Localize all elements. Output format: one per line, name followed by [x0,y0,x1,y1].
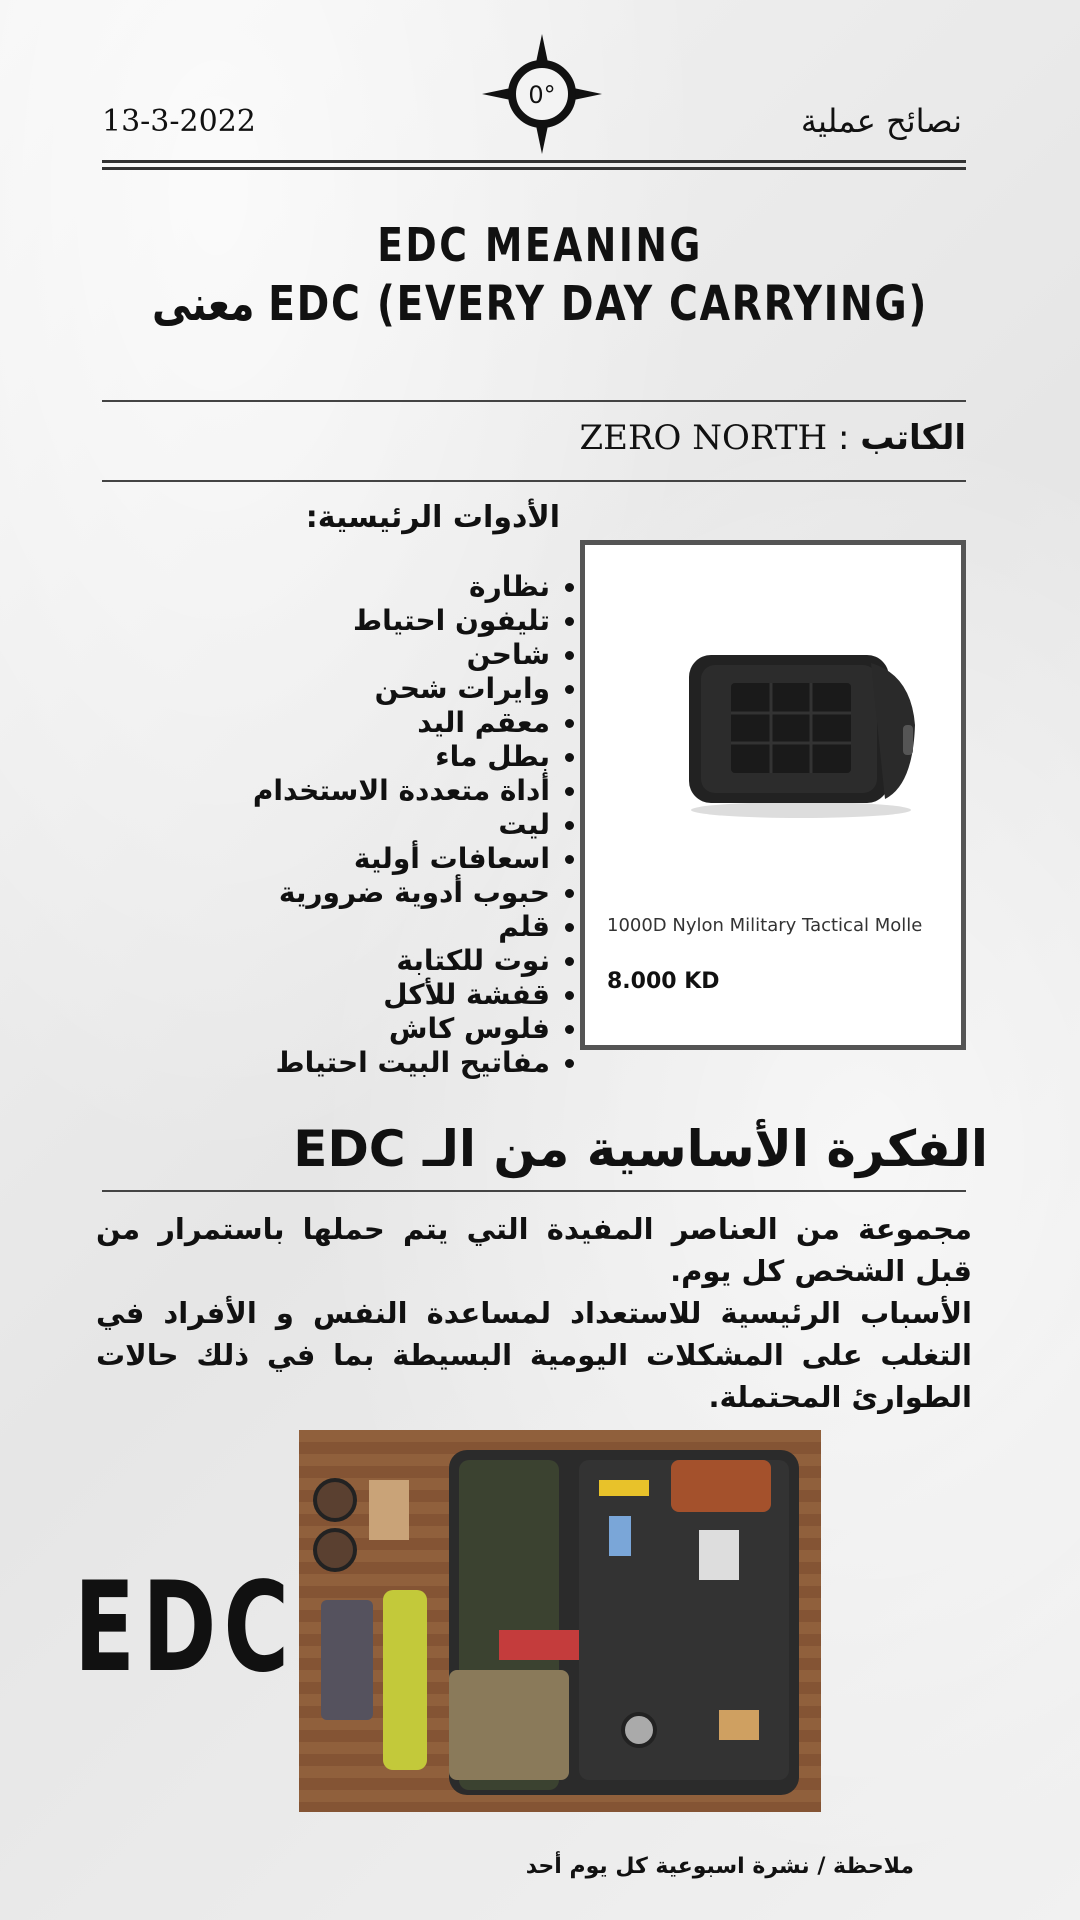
compass-label: 0° [528,81,556,109]
list-item: • نظارة [150,570,550,604]
list-item: • فلوس كاش [150,1012,550,1046]
page-title-line2: معنى EDC (EVERY DAY CARRYING) [151,276,929,332]
idea-heading: الفكرة الأساسية من الـ EDC [293,1120,988,1178]
issue-date: 13-3-2022 [102,104,256,139]
idea-body [96,1208,972,1418]
edc-label: EDC [74,1556,297,1700]
footer-note: ملاحظة / نشرة اسبوعية كل يوم أحد [525,1854,914,1879]
list-item: • ليت [150,808,550,842]
idea-paragraph-1: مجموعة من العناصر المفيدة التي يتم حملها باستمرار من قبل الشخص كل يوم. [96,1212,972,1288]
idea-paragraph-2: الأسباب الرئيسية للاستعداد لمساعدة النفس و الأفراد في التغلب على المشكلات اليومية البسيطة بما في ذلك حالات الطوارئ المحتملة. [96,1296,972,1414]
compass-icon [480,32,604,156]
author-line [580,418,967,458]
author-separator: : [838,418,850,458]
tools-list [150,570,578,1080]
edc-gear-photo [299,1430,821,1812]
list-item: • تليفون احتياط [150,604,550,638]
list-item: • مفاتيح البيت احتياط [150,1046,550,1080]
header-divider [102,160,966,170]
author-divider [102,480,966,482]
list-item: • اسعافات أولية [150,842,550,876]
section-label: نصائح عملية [800,102,962,140]
list-item: • معقم اليد [150,706,550,740]
product-name[interactable]: 1000D Nylon Military Tactical Molle [607,915,923,936]
product-card[interactable] [580,540,966,1050]
tools-heading: الأدوات الرئيسية: [305,500,560,535]
list-item: • قفشة للأكل [150,978,550,1012]
list-item: • وايرات شحن [150,672,550,706]
author-name: ZERO NORTH [579,418,828,458]
idea-divider [102,1190,966,1192]
author-label: الكاتب [860,418,966,458]
pouch-bag-image [671,635,931,825]
page-title-line1: EDC MEANING [377,218,703,272]
list-item: • أداة متعددة الاستخدام [150,774,550,808]
list-item: • حبوب أدوية ضرورية [150,876,550,910]
list-item: • بطل ماء [150,740,550,774]
list-item: • قلم [150,910,550,944]
list-item: • نوت للكتابة [150,944,550,978]
title-divider [102,400,966,402]
list-item: • شاحن [150,638,550,672]
product-price: 8.000 KD [607,969,720,994]
